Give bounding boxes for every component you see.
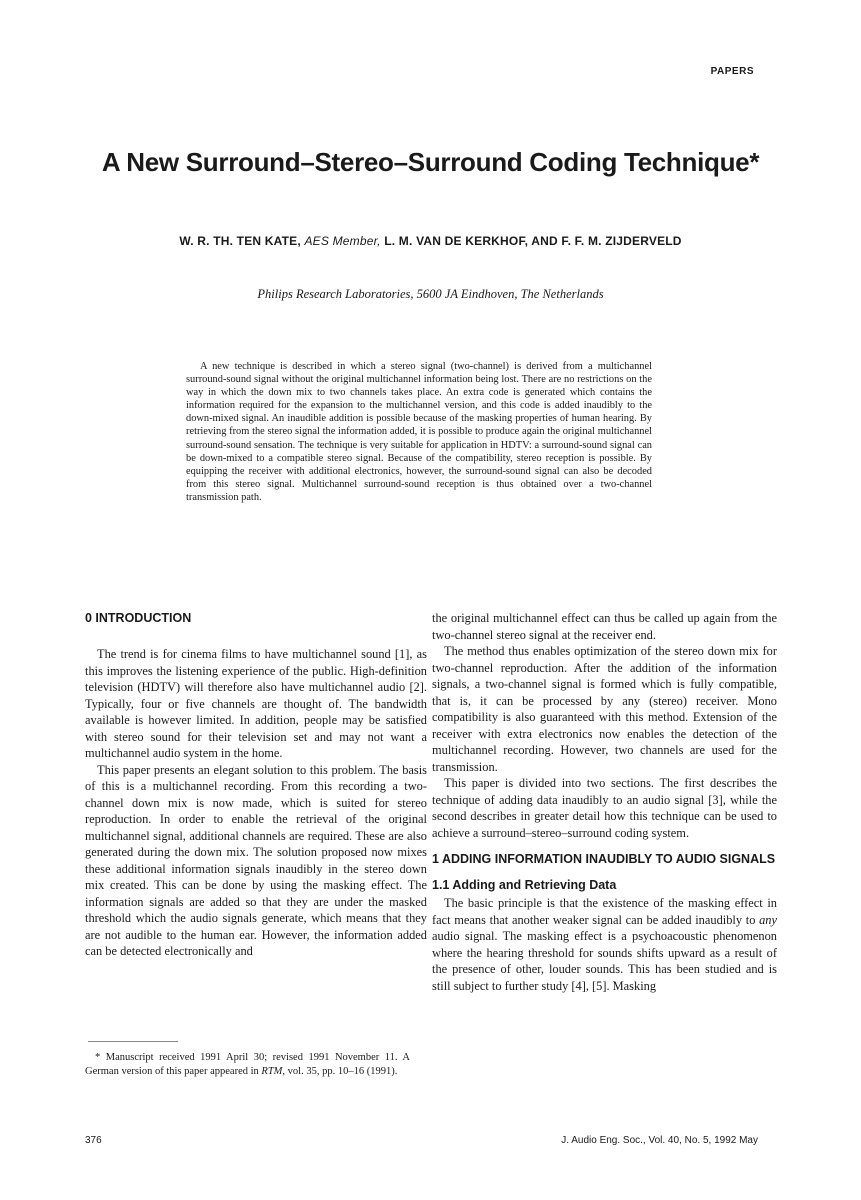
author-line	[0, 234, 861, 248]
footnote-divider	[88, 1041, 178, 1042]
section-1-heading: 1 ADDING INFORMATION INAUDIBLY TO AUDIO SIGNALS	[432, 852, 776, 866]
s11-text-before: The basic principle is that the existence of the masking effect in fact means that another weaker signal can be added inaudibly to	[432, 896, 777, 927]
subsection-1-1-paragraph-1	[432, 895, 777, 994]
authors-part-2: L. M. VAN DE KERKHOF, AND F. F. M. ZIJDERVELD	[380, 234, 682, 248]
intro-paragraph-2-continued: the original multichannel effect can thus be called up again from the two-channel stereo signal at the receiver end.	[432, 611, 777, 642]
left-column	[85, 610, 427, 960]
intro-paragraph-1: The trend is for cinema films to have multichannel sound [1], as this improves the listening experience of the public. High-definition television (HDTV) will therefore also have multichannel audio [2]. Typically, four or five channels are thought of. The bandwidth available is however limited. In addition, people may be satisfied with stereo sound for their television set and may not want a multichannel audio system in the home.	[85, 647, 427, 760]
journal-reference: J. Audio Eng. Soc., Vol. 40, No. 5, 1992 May	[561, 1135, 758, 1146]
aes-member-label: AES Member,	[304, 234, 381, 248]
footnote	[85, 1051, 410, 1078]
page-number: 376	[85, 1135, 102, 1146]
authors-part-1: W. R. TH. TEN KATE,	[179, 234, 305, 248]
footnote-journal-name: RTM,	[261, 1065, 286, 1077]
s11-emphasis: any	[759, 912, 777, 927]
intro-paragraph-2: This paper presents an elegant solution to this problem. The basis of this is a multichannel recording. From this recording a two-channel down mix is now made, which is suited for stereo reproduction. In order to enable the retrieval of the original multichannel signal, additional channels are required. These are also generated during the down mix. The solution proposed now mixes these additional information signals inaudibly in the stereo down mix created. This can be done by using the masking effect. The information signals are added so that they are under the masked threshold which the audio signals generate, which means that they are not audible to the human ear. However, the information added can be detected electronically and	[85, 762, 427, 958]
footnote-text-after: vol. 35, pp. 10–16 (1991).	[285, 1065, 398, 1077]
intro-paragraph-4: This paper is divided into two sections. The first describes the technique of adding data inaudibly to an audio signal [3], while the second describes in greater detail how this technique can be used to achieve a surround–stereo–surround coding system.	[432, 776, 777, 840]
section-0-heading: 0 INTRODUCTION	[85, 611, 192, 625]
heading-spacer	[85, 636, 427, 646]
section-tag: PAPERS	[710, 66, 754, 77]
section-spacer	[432, 841, 777, 851]
affiliation: Philips Research Laboratories, 5600 JA Eindhoven, The Netherlands	[257, 287, 604, 301]
paper-title: A New Surround–Stereo–Surround Coding Technique*	[101, 147, 760, 177]
right-column	[432, 610, 777, 994]
subsection-1-1-heading: 1.1 Adding and Retrieving Data	[432, 878, 617, 892]
intro-paragraph-3: The method thus enables optimization of the stereo down mix for two-channel reproduction. After the addition of the information signals, a two-channel signal is formed which is fully compatible, that is, it can be processed by any (stereo) receiver. Mono compatibility is also guaranteed with this method. Extension of the receiver with extra electronics now enables the detection of the multichannel recording. However, two channels are used for the transmission.	[432, 644, 777, 774]
footnote-text-before: * Manuscript received 1991 April 30; revised 1991 November 11. A German version of this paper appeared in	[85, 1052, 410, 1077]
abstract: A new technique is described in which a stereo signal (two-channel) is derived from a multichannel surround-sound signal without the original multichannel information being lost. There are no restrictions on the way in which the down mix to two channels takes place. An extra code is generated which contains the information required for the expansion to the multichannel version, and this code is added inaudibly to the down-mixed signal. An inaudible addition is possible because of the masking properties of human hearing. By retrieving from the stereo signal the information added, it is possible to produce again the original multichannel surround-sound sensation. The technique is very suitable for application in HDTV: a surround-sound signal can be down-mixed to a compatible stereo signal. Because of the compatibility, stereo reception is possible. By equipping the receiver with additional electronics, however, the surround-sound signal can also be decoded from this stereo signal. Multichannel surround-sound reception is thus obtained over a two-channel transmission path.	[186, 361, 652, 503]
s11-text-after: audio signal. The masking effect is a psychoacoustic phenomenon where the hearing threshold for sounds shifts upward as a result of the presence of other, louder sounds. This has been studied and is still subject to further study [4], [5]. Masking	[432, 929, 777, 993]
